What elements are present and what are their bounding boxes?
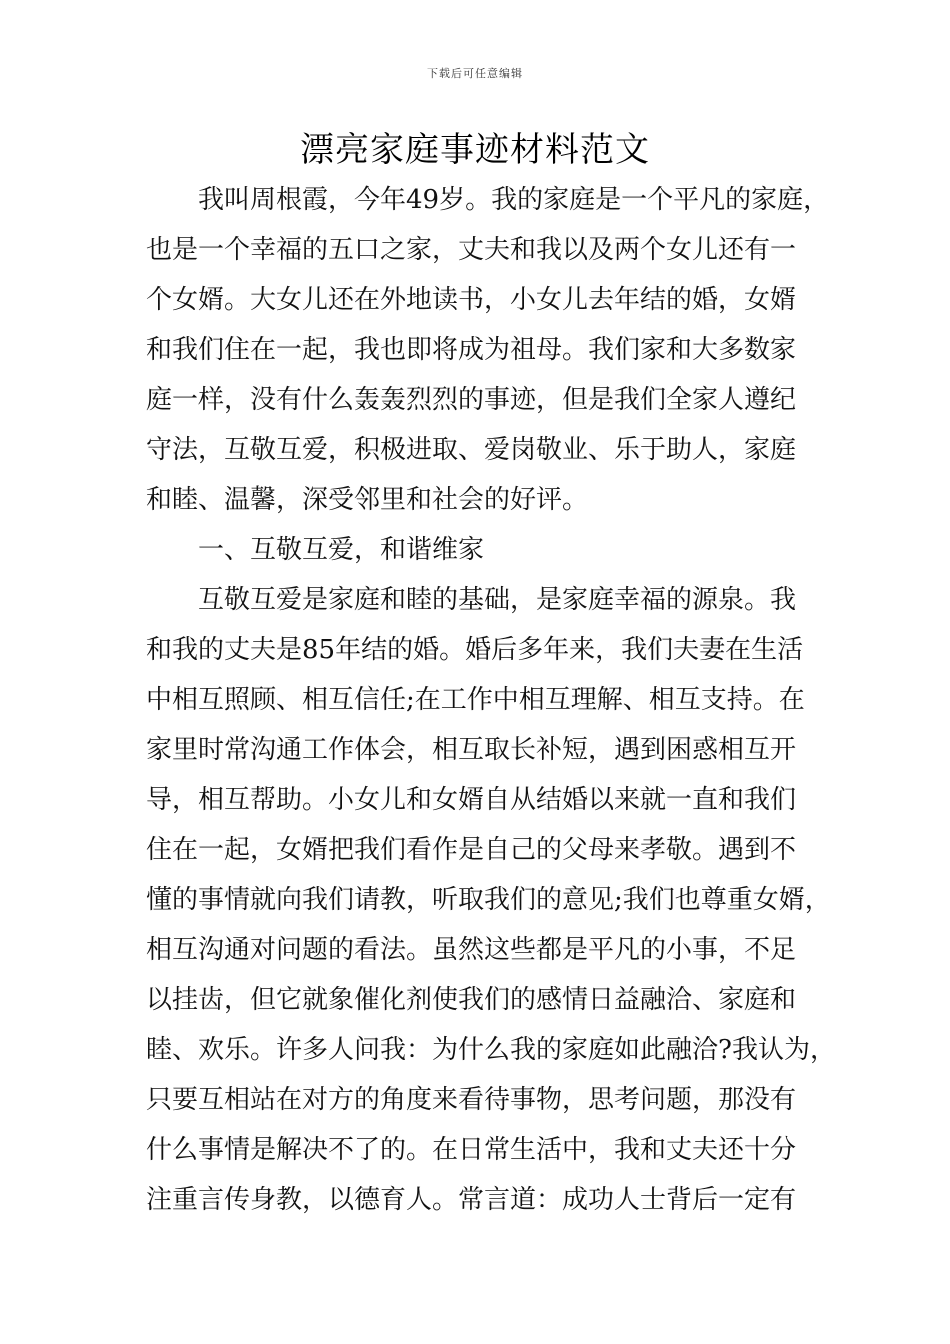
paragraph-line: 住在一起，女婿把我们看作是自己的父母来孝敬。遇到不 <box>146 835 797 865</box>
paragraph-line: 庭一样，没有什么轰轰烈烈的事迹，但是我们全家人遵纪 <box>146 385 797 415</box>
document-body <box>146 179 836 1229</box>
paragraph-line: 个女婿。大女儿还在外地读书，小女儿去年结的婚，女婿 <box>146 285 797 315</box>
paragraph-line: 相互沟通对问题的看法。虽然这些都是平凡的小事，不足 <box>146 935 797 965</box>
header-note: 下载后可任意编辑 <box>427 67 523 80</box>
paragraph-line: 注重言传身教，以德育人。常言道：成功人士背后一定有 <box>146 1185 797 1215</box>
paragraph-line: 睦、欢乐。许多人问我：为什么我的家庭如此融洽?我认为， <box>146 1035 836 1065</box>
paragraph-line: 和我们住在一起，我也即将成为祖母。我们家和大多数家 <box>146 335 797 365</box>
paragraph-line: 导，相互帮助。小女儿和女婿自从结婚以来就一直和我们 <box>146 785 797 815</box>
paragraph-line: 守法，互敬互爱，积极进取、爱岗敬业、乐于助人，家庭 <box>146 435 797 465</box>
paragraph-line: 和睦、温馨，深受邻里和社会的好评。 <box>146 485 589 515</box>
paragraph-line: 以挂齿，但它就象催化剂使我们的感情日益融洽、家庭和 <box>146 985 797 1015</box>
section-heading: 一、互敬互爱，和谐维家 <box>198 535 485 565</box>
paragraph-line: 家里时常沟通工作体会，相互取长补短，遇到困惑相互开 <box>146 735 797 765</box>
paragraph-line: 什么事情是解决不了的。在日常生活中，我和丈夫还十分 <box>146 1135 797 1165</box>
paragraph-line: 懂的事情就向我们请教，听取我们的意见;我们也尊重女婿， <box>146 885 831 915</box>
paragraph-line: 也是一个幸福的五口之家，丈夫和我以及两个女儿还有一 <box>146 235 797 265</box>
paragraph-line: 只要互相站在对方的角度来看待事物，思考问题，那没有 <box>146 1085 797 1115</box>
paragraph-line: 和我的丈夫是85年结的婚。婚后多年来，我们夫妻在生活 <box>146 635 804 665</box>
paragraph-line: 我叫周根霞，今年49岁。我的家庭是一个平凡的家庭， <box>198 185 830 215</box>
document-title: 漂亮家庭事迹材料范文 <box>300 130 650 170</box>
paragraph-line: 中相互照顾、相互信任;在工作中相互理解、相互支持。在 <box>146 685 805 715</box>
paragraph-line: 互敬互爱是家庭和睦的基础，是家庭幸福的源泉。我 <box>198 585 797 615</box>
